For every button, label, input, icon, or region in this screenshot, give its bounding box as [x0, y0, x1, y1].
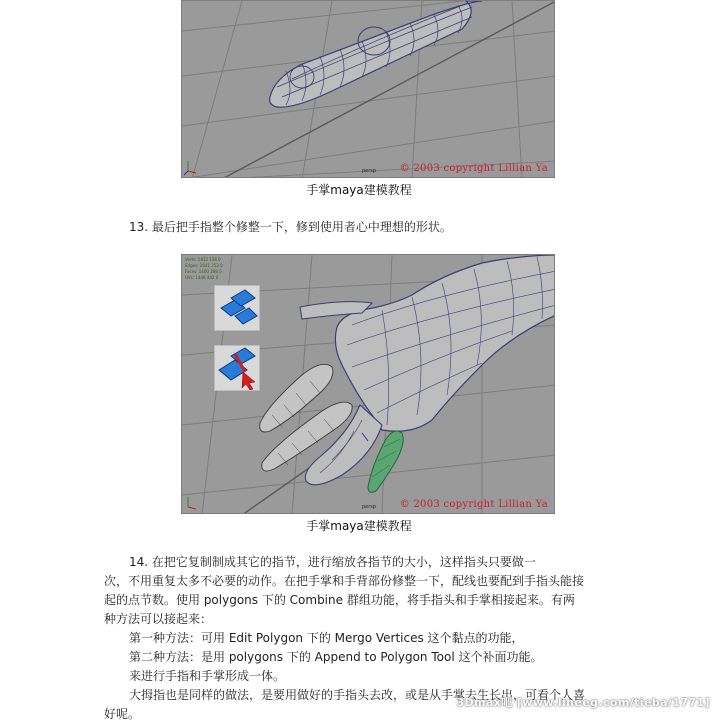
- view-label: persp: [362, 504, 377, 510]
- view-label: persp: [362, 168, 377, 174]
- maya-viewport-finger: [181, 0, 555, 178]
- hand-mesh: [300, 255, 555, 485]
- axis-gizmo: [188, 497, 196, 509]
- step-14-line: 大拇指也是同样的做法，是要用做好的手指头去改，或是从手掌去生长出，可看个人喜: [129, 688, 586, 702]
- step-14-line: 好呢。: [104, 707, 141, 721]
- step-13-text: 13. 最后把手指整个修整一下，修到使用者心中理想的形状。: [129, 220, 452, 234]
- step-14-line: 种方法可以接起来：: [104, 612, 213, 626]
- step-14-line: 14. 在把它复制制成其它的指节，进行缩放各指节的大小，这样指头只要做一: [129, 555, 536, 569]
- hud-row: Faces: 1400 268 0: [185, 269, 222, 274]
- step-14-line: 起的点节数。使用 polygons 下的 Combine 群组功能，将手指头和手掌相接起来。有两: [104, 593, 575, 607]
- figure-caption: 手掌maya建模教程: [306, 183, 412, 197]
- axis-gizmo: [184, 161, 196, 175]
- site-watermark: 3Dmax吧 [www.lineeg.com/tieba/1771]: [456, 696, 710, 709]
- append-polygon-tool-icon[interactable]: [214, 345, 260, 391]
- hud-row: UVs: 1446 442 0: [185, 275, 219, 280]
- maya-viewport-hand: [181, 254, 555, 514]
- figure-caption: 手掌maya建模教程: [306, 519, 412, 533]
- hud-row: Edges: 2641 253 0: [185, 263, 223, 268]
- step-14-line: 来进行手指和手掌形成一体。: [129, 669, 286, 683]
- copyright-text: © 2003 copyright Lillian Ya: [399, 163, 548, 174]
- step-14-line: 第一种方法：可用 Edit Polygon 下的 Mergo Vertices 这个黏点的功能，: [129, 631, 524, 645]
- poly-count-hud: [185, 257, 223, 281]
- copyright-text: © 2003 copyright Lillian Ya: [399, 499, 548, 510]
- hud-row: Verts: 1412 136 0: [185, 257, 221, 262]
- step-14-line: 第二种方法：是用 polygons 下的 Append to Polygon Tool 这个补面功能。: [129, 650, 543, 664]
- combine-tool-icon[interactable]: [214, 285, 260, 331]
- finger-render: [182, 1, 555, 178]
- finger-mesh: [270, 1, 482, 107]
- axis-line: [222, 1, 555, 178]
- step-14-line: 次，不用重复太多不必要的动作。在把手掌和手背部份修整一下，配线也要配到手指头能接: [104, 574, 585, 588]
